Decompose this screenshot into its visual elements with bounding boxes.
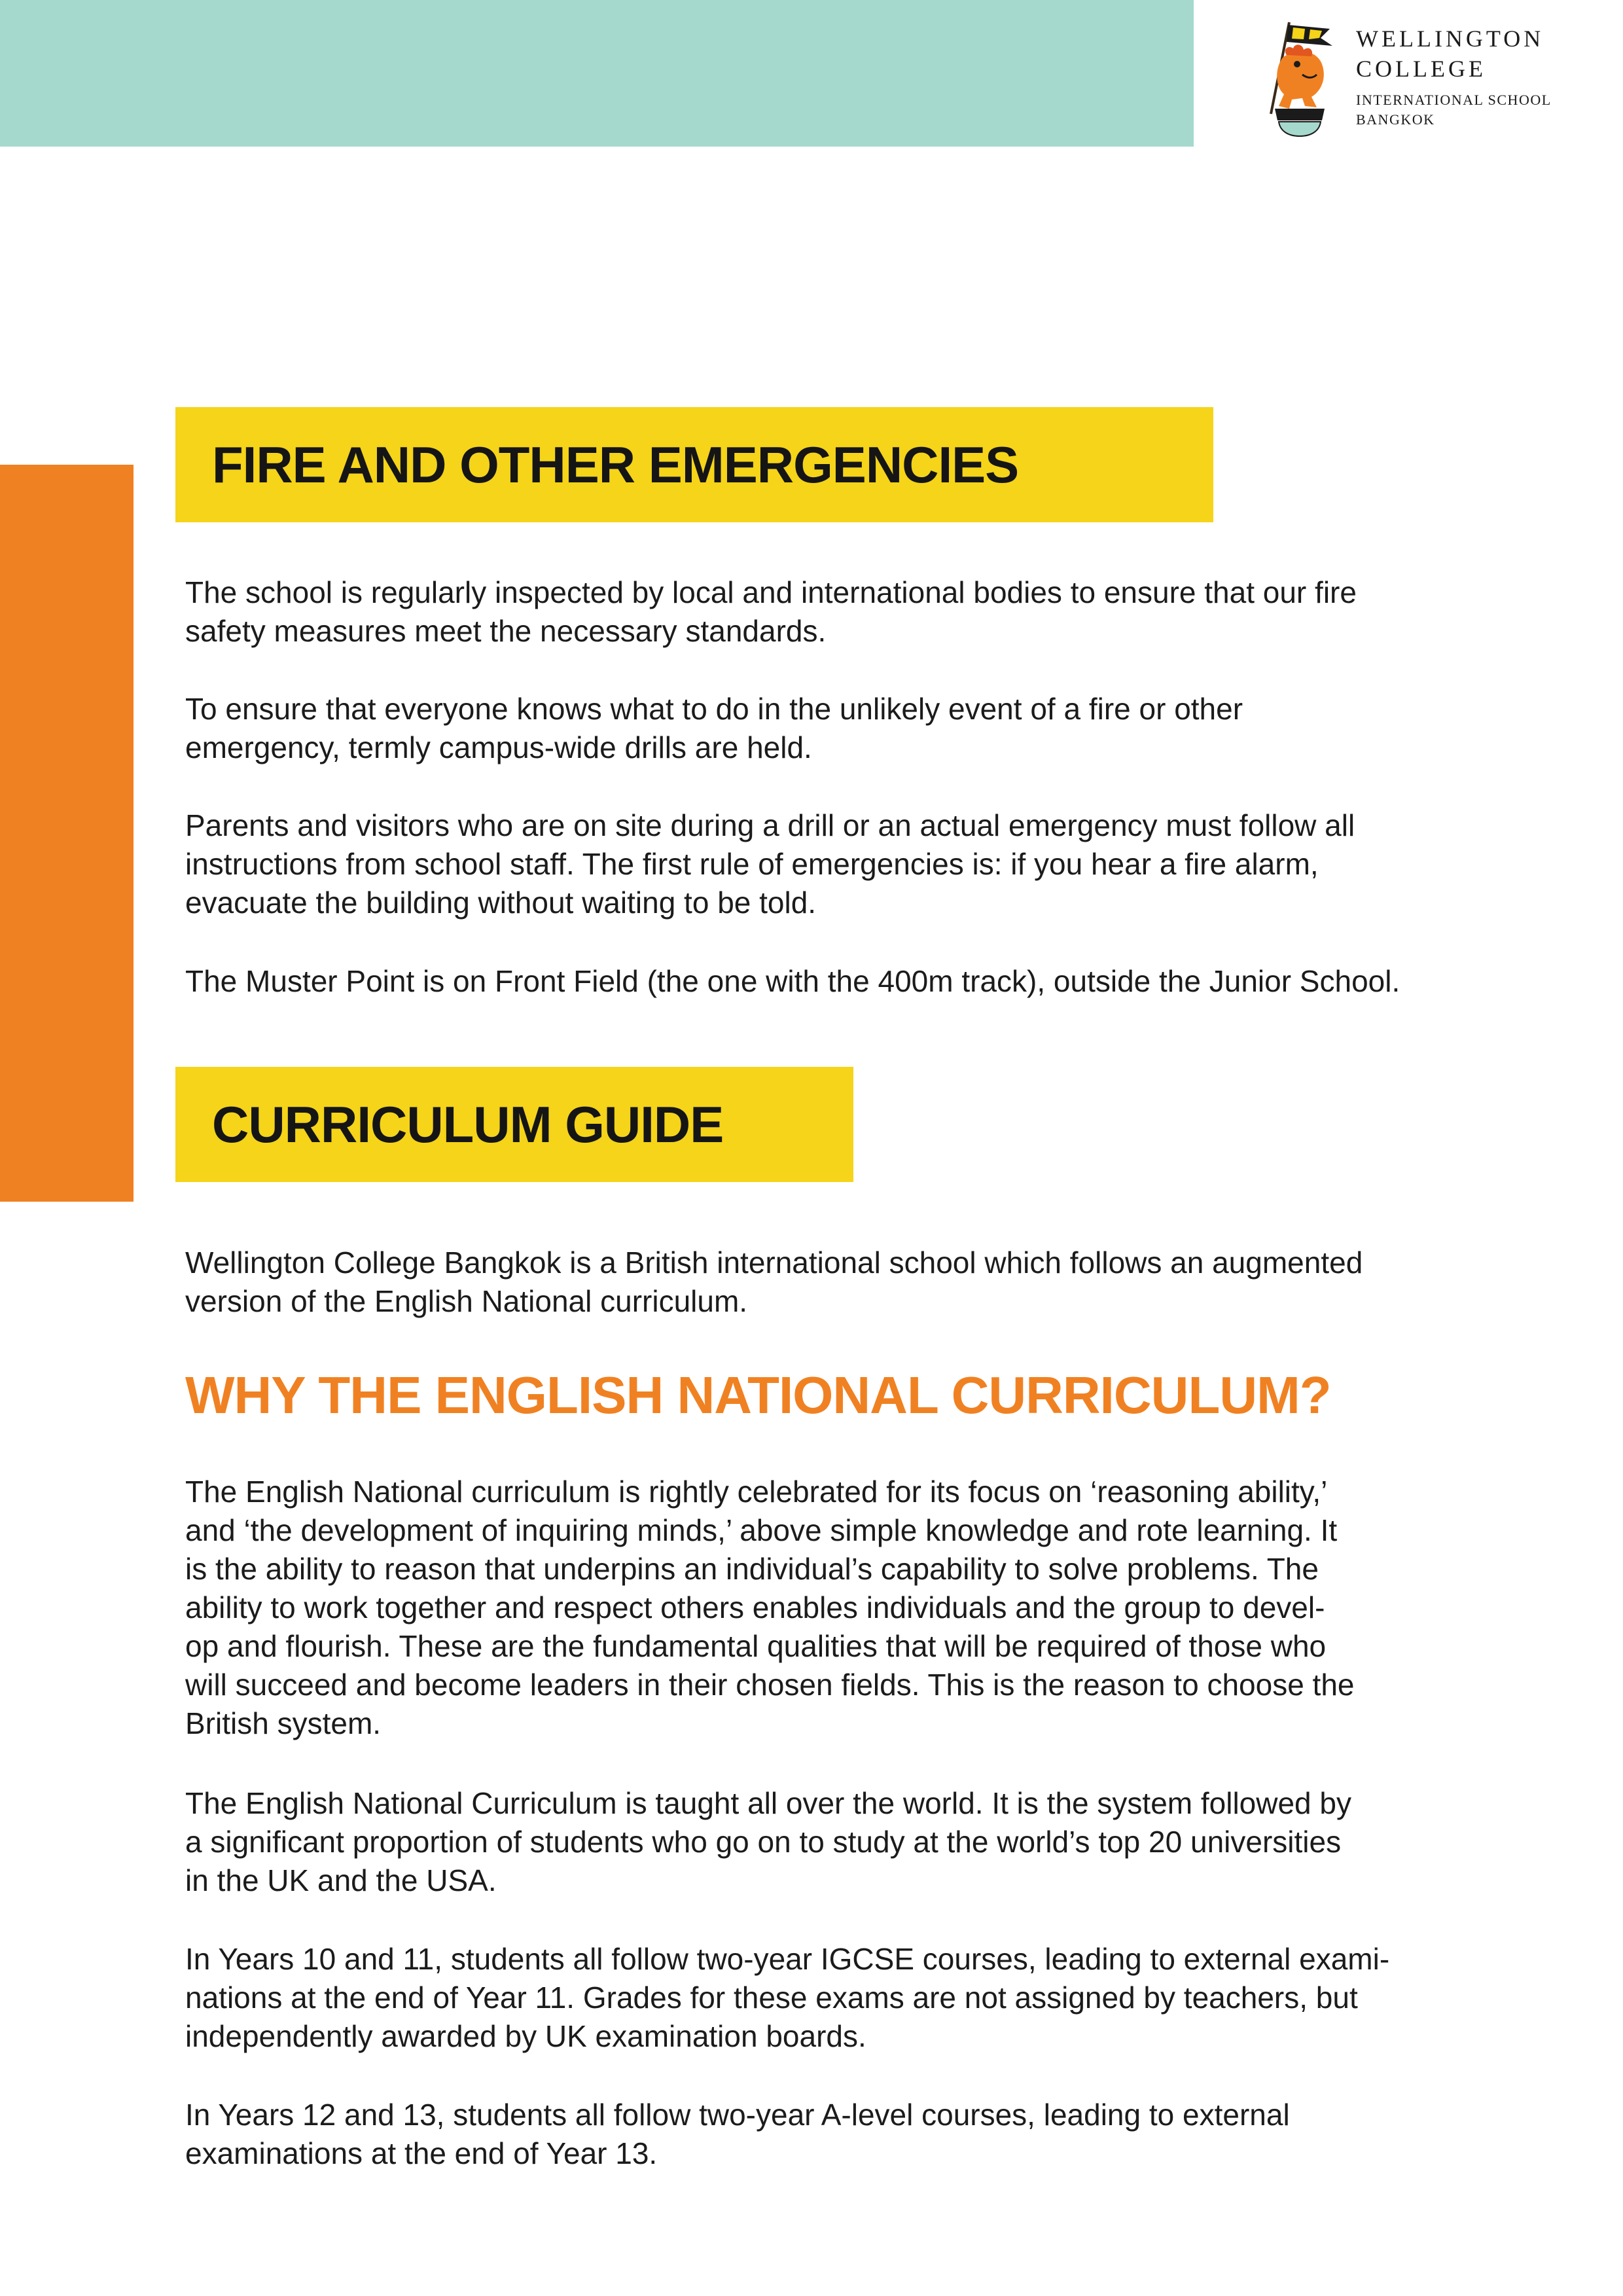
- text-line: Wellington College Bangkok is a British international school which follows an augmented: [185, 1246, 1363, 1280]
- text-line: in the UK and the USA.: [185, 1863, 497, 1897]
- text-line: emergency, termly campus-wide drills are held.: [185, 730, 812, 764]
- text-line: British system.: [185, 1706, 382, 1740]
- text-line: instructions from school staff. The first rule of emergencies is: if you hear a fire alarm,: [185, 847, 1319, 881]
- top-color-band: [0, 0, 1194, 147]
- text-line: ability to work together and respect others enables individuals and the group to devel-: [185, 1590, 1325, 1624]
- fire-paragraph-1: [185, 573, 1566, 651]
- logo-line-wellington: WELLINGTON: [1356, 26, 1544, 52]
- text-line: evacuate the building without waiting to be told.: [185, 886, 817, 920]
- school-logo: [1257, 16, 1597, 140]
- text-line: The English National Curriculum is taught all over the world. It is the system followed by: [185, 1786, 1352, 1820]
- fire-paragraph-4: [185, 962, 1566, 1001]
- curriculum-intro: [185, 1244, 1566, 1321]
- fire-paragraph-3: [185, 806, 1566, 922]
- text-line: The school is regularly inspected by local and international bodies to ensure that our fire: [185, 575, 1357, 609]
- logo-line-bangkok: BANGKOK: [1356, 111, 1435, 128]
- text-line: To ensure that everyone knows what to do in the unlikely event of a fire or other: [185, 692, 1243, 726]
- text-line: version of the English National curriculum.: [185, 1284, 748, 1318]
- text-line: and ‘the development of inquiring minds,’ above simple knowledge and rote learning. It: [185, 1513, 1338, 1547]
- fire-paragraph-2: [185, 690, 1566, 767]
- text-line: The English National curriculum is rightly celebrated for its focus on ‘reasoning ability,’: [185, 1475, 1328, 1509]
- logo-line-international-school: INTERNATIONAL SCHOOL: [1356, 92, 1552, 108]
- side-accent-bar: [0, 465, 134, 1202]
- text-line: will succeed and become leaders in their chosen fields. This is the reason to choose the: [185, 1668, 1355, 1702]
- text-line: safety measures meet the necessary standards.: [185, 614, 827, 648]
- text-line: is the ability to reason that underpins an individual’s capability to solve problems. The: [185, 1552, 1319, 1586]
- text-line: a significant proportion of students who go on to study at the world’s top 20 universities: [185, 1825, 1342, 1859]
- logo-wordmark: [1356, 24, 1552, 130]
- fire-heading: FIRE AND OTHER EMERGENCIES: [212, 436, 1019, 493]
- crest-icon: [1257, 16, 1342, 140]
- text-line: nations at the end of Year 11. Grades for these exams are not assigned by teachers, but: [185, 1981, 1358, 2015]
- why-heading: WHY THE ENGLISH NATIONAL CURRICULUM?: [185, 1366, 1331, 1424]
- logo-line-college: COLLEGE: [1356, 56, 1486, 82]
- why-paragraph-1: [185, 1473, 1566, 1743]
- text-line: In Years 12 and 13, students all follow two-year A-level courses, leading to external: [185, 2098, 1290, 2132]
- why-paragraph-3: [185, 1940, 1566, 2056]
- why-paragraph-2: [185, 1784, 1566, 1900]
- curriculum-heading-box: [175, 1067, 853, 1182]
- text-line: op and flourish. These are the fundamental qualities that will be required of those who: [185, 1629, 1327, 1663]
- text-line: examinations at the end of Year 13.: [185, 2136, 658, 2170]
- why-paragraph-4: [185, 2096, 1566, 2173]
- curriculum-heading: CURRICULUM GUIDE: [212, 1096, 724, 1153]
- text-line: The Muster Point is on Front Field (the one with the 400m track), outside the Junior School.: [185, 964, 1400, 998]
- text-line: In Years 10 and 11, students all follow two-year IGCSE courses, leading to external exami-: [185, 1942, 1390, 1976]
- fire-heading-box: [175, 407, 1213, 522]
- text-line: independently awarded by UK examination boards.: [185, 2019, 866, 2053]
- text-line: Parents and visitors who are on site during a drill or an actual emergency must follow all: [185, 808, 1355, 842]
